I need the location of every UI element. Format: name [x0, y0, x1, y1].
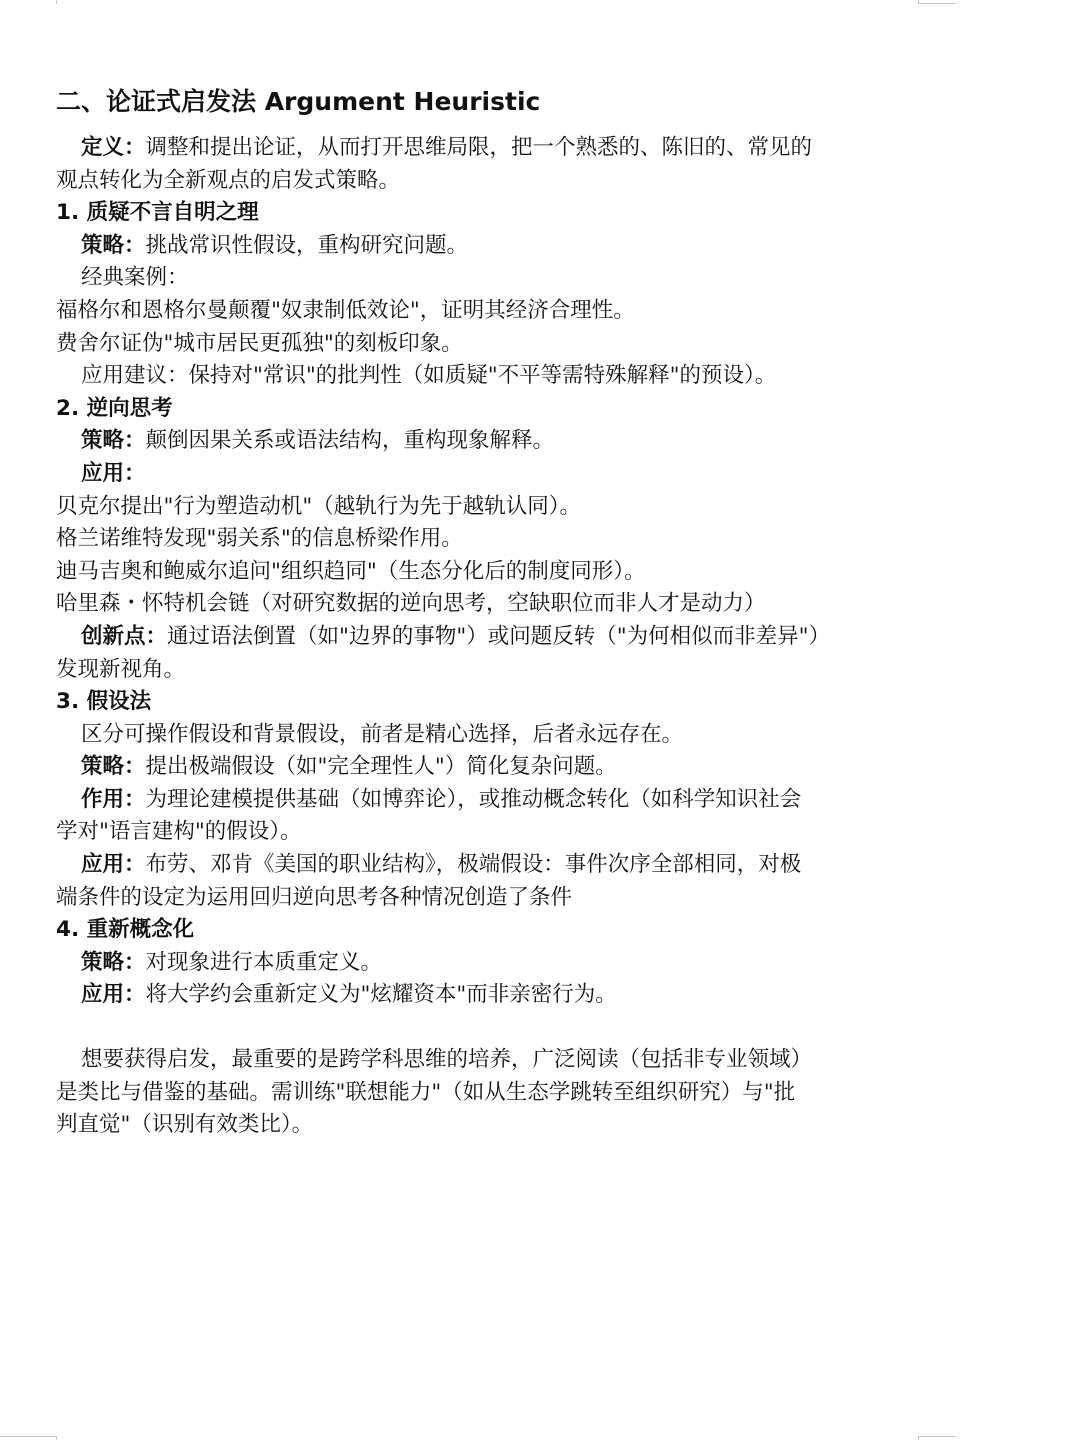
strategy-line — [56, 425, 926, 458]
apply-line — [56, 849, 926, 882]
section-number: 2. — [56, 395, 80, 421]
conclusion-line: 想要获得启发，最重要的是跨学科思维的培养，广泛阅读（包括非专业领域） — [81, 1047, 813, 1073]
crop-mark — [918, 3, 956, 4]
strategy-text: 颠倒因果关系或语法结构，重构现象解释。 — [145, 428, 555, 454]
list-item: 格兰诺维特发现"弱关系"的信息桥梁作用。 — [56, 526, 463, 552]
innovation-line — [56, 621, 926, 654]
role-line — [56, 784, 926, 817]
apply-label: 应用： — [81, 982, 146, 1008]
definition-text: 调整和提出论证，从而打开思维局限，把一个熟悉的、陈旧的、常见的 — [145, 135, 813, 160]
crop-mark — [56, 0, 57, 4]
innovation-line: 发现新视角。 — [56, 656, 186, 682]
definition-line: 观点转化为全新观点的启发式策略。 — [56, 167, 401, 193]
section-number: 1. — [56, 200, 80, 226]
strategy-label: 策略： — [81, 428, 146, 454]
strategy-line — [56, 751, 926, 784]
apply-label: 应用： — [81, 852, 146, 878]
strategy-text: 挑战常识性假设，重构研究问题。 — [145, 232, 469, 258]
definition-label: 定义： — [81, 135, 146, 160]
list-item: 迪马吉奥和鲍威尔追问"组织趋同"（生态分化后的制度同形）。 — [56, 558, 646, 584]
strategy-label: 策略： — [81, 949, 146, 975]
section-title: 重新概念化 — [86, 917, 195, 943]
document-page — [56, 84, 926, 1142]
section-title: 假设法 — [86, 689, 152, 715]
apply-line — [56, 979, 926, 1012]
page-title: 二、论证式启发法 Argument Heuristic — [56, 87, 541, 116]
section-heading-1 — [56, 197, 926, 230]
cases-label: 经典案例： — [81, 265, 189, 291]
strategy-text: 提出极端假设（如"完全理性人"）简化复杂问题。 — [145, 754, 617, 780]
section-number: 3. — [56, 689, 80, 715]
definition-line — [56, 132, 926, 165]
crop-mark — [918, 1436, 919, 1440]
role-text: 为理论建模提供基础（如博弈论），或推动概念转化（如科学知识社会 — [145, 786, 802, 812]
strategy-label: 策略： — [81, 232, 146, 258]
conclusion-line: 是类比与借鉴的基础。需训练"联想能力"（如从生态学跳转至组织研究）与"批 — [56, 1079, 796, 1105]
case-item: 费舍尔证伪"城市居民更孤独"的刻板印象。 — [56, 330, 463, 356]
section-title: 逆向思考 — [86, 395, 173, 421]
conclusion-line: 判直觉"（识别有效类比）。 — [56, 1112, 314, 1138]
intro-line: 区分可操作假设和背景假设，前者是精心选择，后者永远存在。 — [81, 721, 684, 747]
strategy-line — [56, 947, 926, 980]
advice-line: 应用建议：保持对"常识"的批判性（如质疑"不平等需特殊解释"的预设）。 — [81, 363, 777, 389]
crop-mark — [918, 1436, 956, 1437]
crop-mark — [56, 1436, 57, 1440]
section-heading-2 — [56, 393, 926, 426]
strategy-label: 策略： — [81, 754, 146, 780]
strategy-line — [56, 230, 926, 263]
strategy-text: 对现象进行本质重定义。 — [145, 949, 383, 975]
case-item: 福格尔和恩格尔曼颠覆"奴隶制低效论"，证明其经济合理性。 — [56, 297, 635, 323]
section-title: 质疑不言自明之理 — [86, 200, 259, 226]
apply-text: 将大学约会重新定义为"炫耀资本"而非亲密行为。 — [145, 982, 617, 1008]
apply-label: 应用： — [81, 460, 146, 486]
section-heading-3 — [56, 686, 926, 719]
apply-line: 端条件的设定为运用回归逆向思考各种情况创造了条件 — [56, 884, 573, 910]
list-item: 贝克尔提出"行为塑造动机"（越轨行为先于越轨认同）。 — [56, 493, 582, 519]
innovation-label: 创新点： — [81, 623, 168, 649]
crop-mark — [0, 1436, 56, 1437]
list-item: 哈里森・怀特机会链（对研究数据的逆向思考，空缺职位而非人才是动力） — [56, 591, 766, 617]
role-label: 作用： — [81, 786, 146, 812]
innovation-text: 通过语法倒置（如"边界的事物"）或问题反转（"为何相似而非差异"） — [167, 623, 831, 649]
section-number: 4. — [56, 917, 80, 943]
section-heading-4 — [56, 914, 926, 947]
role-line: 学对"语言建构"的假设）。 — [56, 819, 302, 845]
paragraph-gap — [56, 1012, 926, 1044]
apply-text: 布劳、邓肯《美国的职业结构》，极端假设：事件次序全部相同，对极 — [145, 852, 802, 878]
